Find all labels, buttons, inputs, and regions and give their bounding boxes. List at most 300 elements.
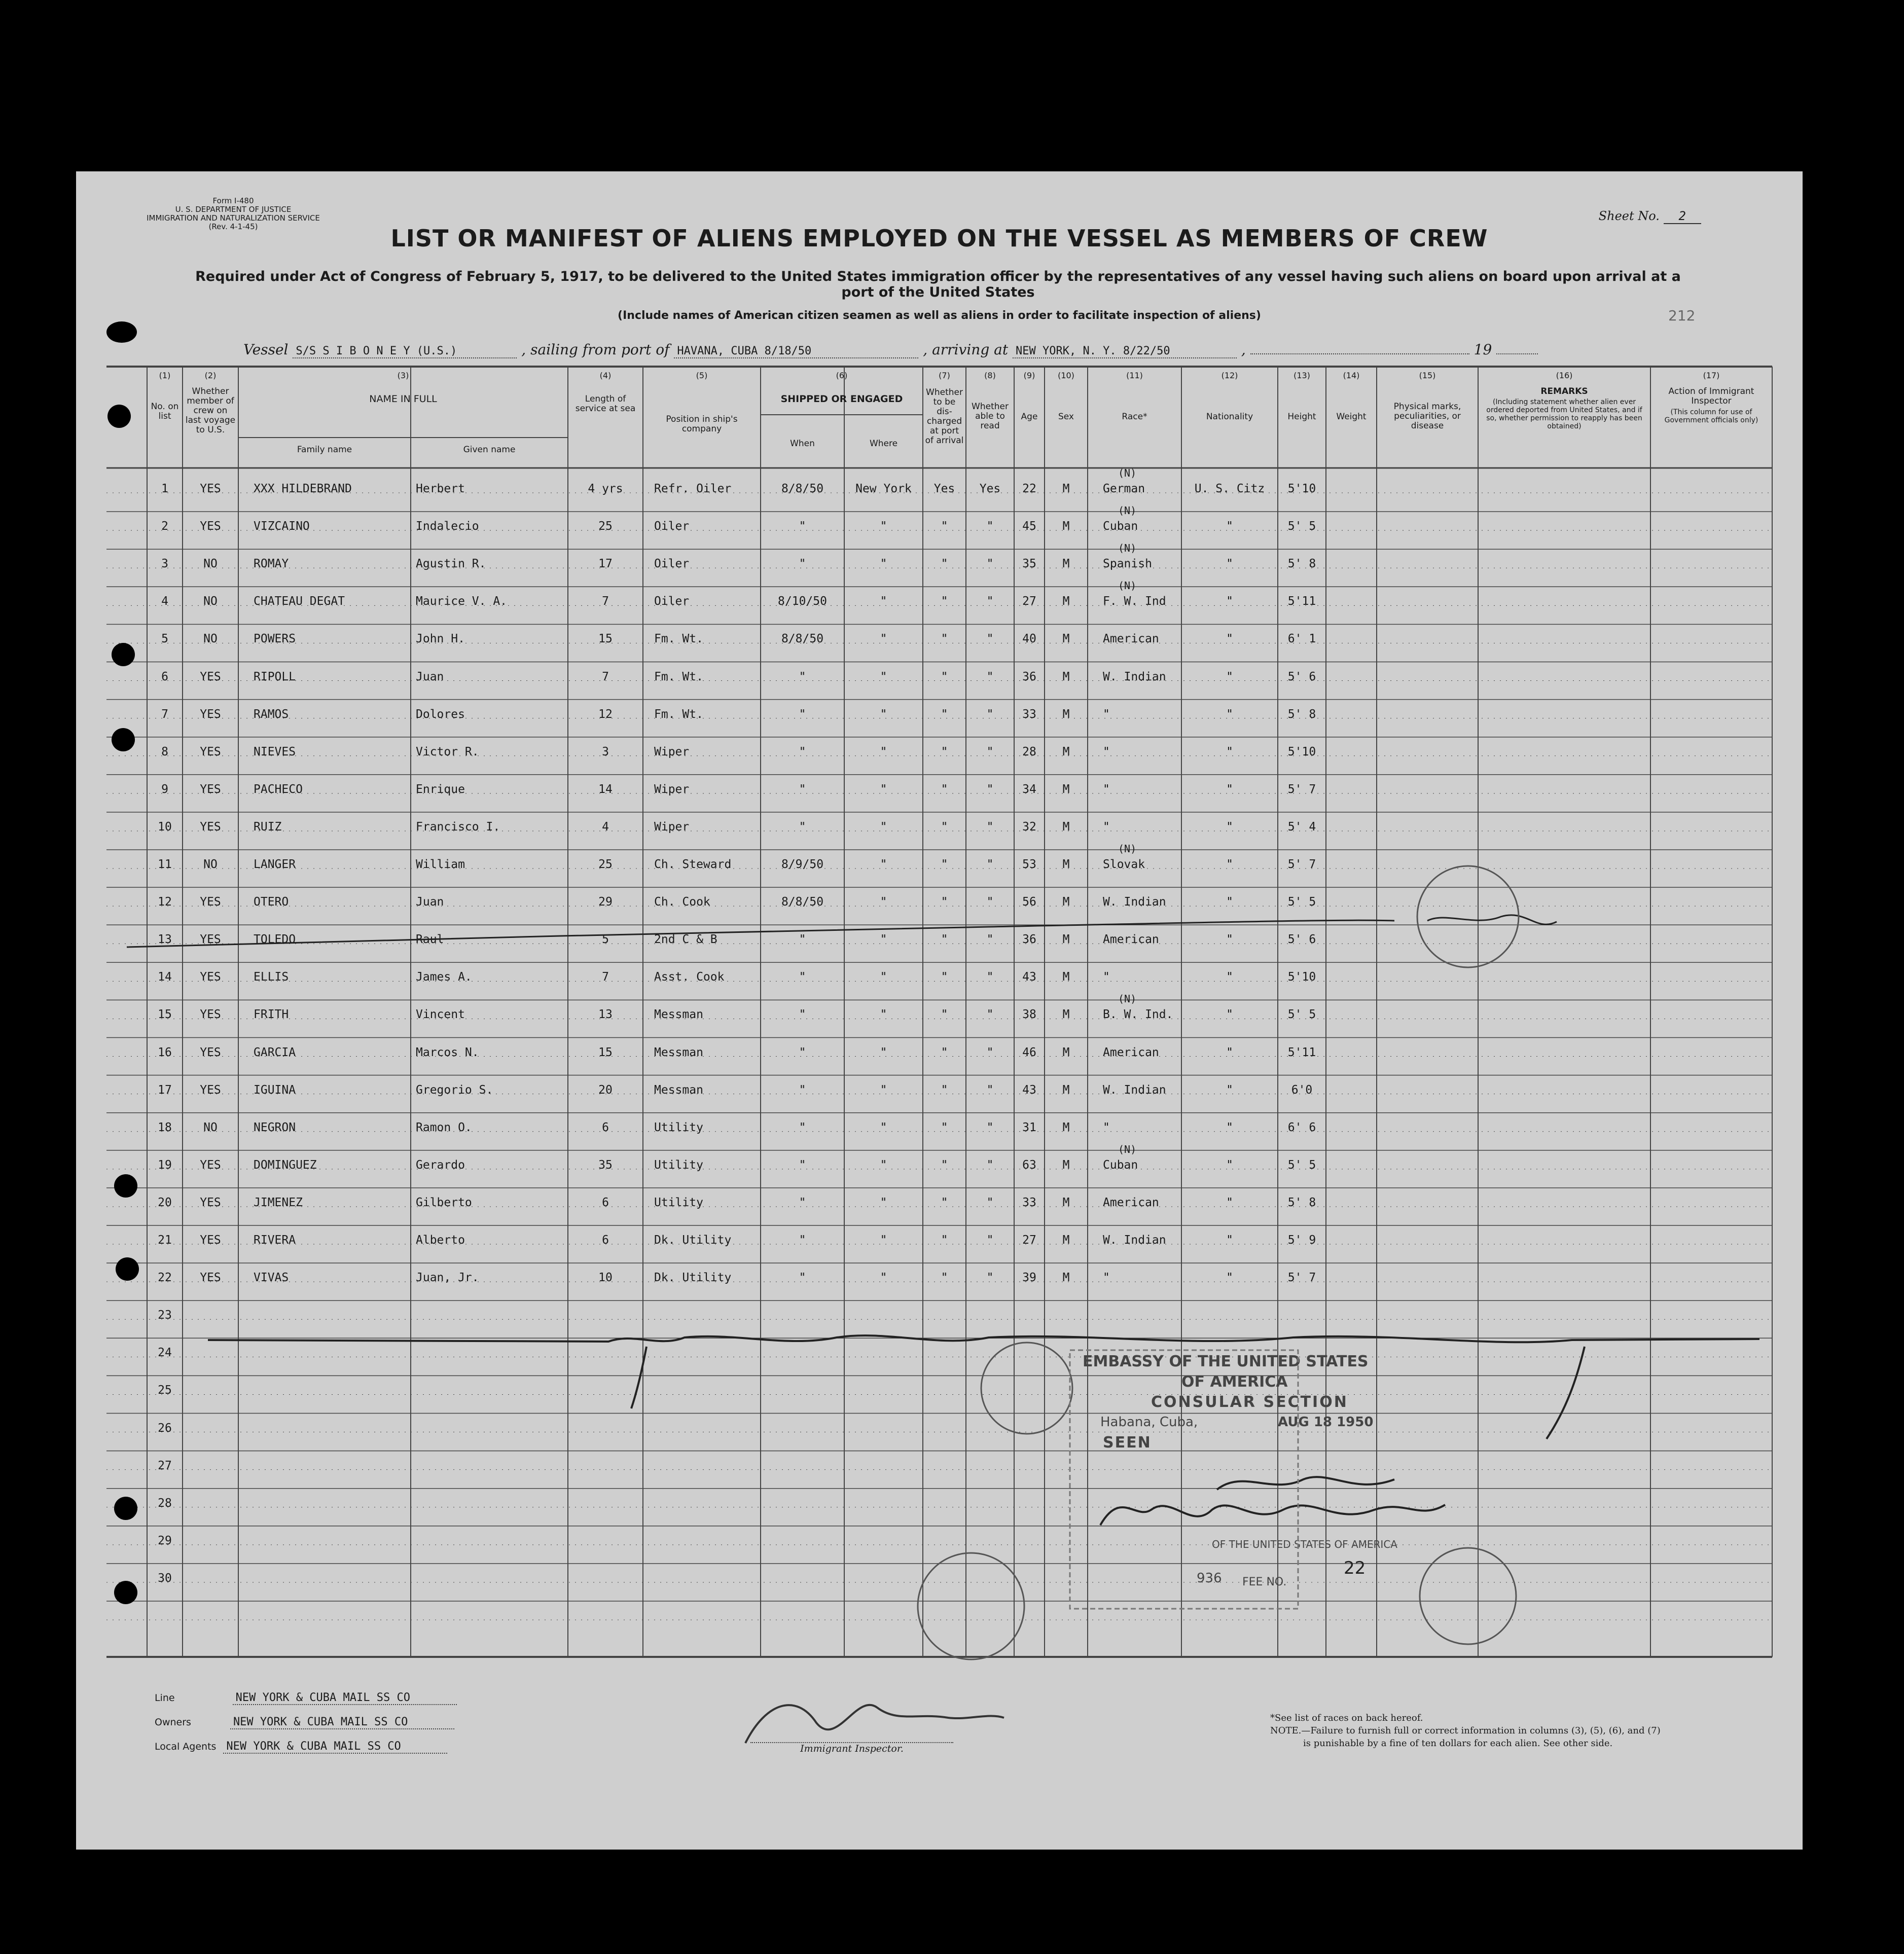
- cell-position: Messman: [654, 1083, 703, 1097]
- service-name: IMMIGRATION AND NATURALIZATION SERVICE: [147, 213, 320, 223]
- cell-where: ": [880, 520, 887, 533]
- cell-service: 10: [598, 1271, 613, 1285]
- cell-last: YES: [200, 707, 221, 721]
- cell-read: ": [986, 707, 994, 721]
- cell-given: Maurice V. A.: [416, 595, 508, 608]
- cell-race: B. W. Ind.: [1103, 1008, 1173, 1022]
- cell-height: 5' 5: [1287, 1158, 1316, 1172]
- cell-read: ": [986, 820, 994, 834]
- cell-where: ": [880, 1158, 887, 1172]
- cell-sex: M: [1062, 707, 1070, 721]
- cell-race: ": [1103, 1271, 1110, 1285]
- cell-disch: ": [941, 782, 948, 796]
- cell-given: Agustin R.: [416, 557, 486, 571]
- cell-where: ": [880, 1008, 887, 1022]
- cell-nat: ": [1226, 520, 1233, 533]
- line-value: NEW YORK & CUBA MAIL SS CO: [233, 1691, 457, 1705]
- cell-disch: ": [941, 1158, 948, 1172]
- cell-last: YES: [200, 1045, 221, 1059]
- cell-disch: Yes: [933, 482, 955, 495]
- cell-position: Utility: [654, 1196, 703, 1209]
- cell-height: 5' 8: [1287, 557, 1316, 571]
- header-remarks: REMARKS: [1540, 386, 1588, 396]
- cell-when: ": [799, 1158, 806, 1172]
- stamp-date: AUG 18 1950: [1278, 1415, 1374, 1430]
- punch-hole: [107, 405, 131, 428]
- race-n-mark: (N): [1118, 580, 1137, 592]
- cell-position: Wiper: [654, 782, 690, 796]
- cell-where: ": [880, 1045, 887, 1059]
- cell-disch: ": [941, 1120, 948, 1134]
- cell-family: NIEVES: [254, 745, 296, 758]
- cell-disch: ": [941, 1196, 948, 1209]
- cell-sex: M: [1062, 520, 1070, 533]
- stamp-line-4: Habana, Cuba,: [1100, 1415, 1198, 1430]
- column-header: Height: [1287, 412, 1316, 422]
- stamp-service-no: 936: [1197, 1571, 1222, 1586]
- cell-nat: ": [1226, 1158, 1233, 1172]
- cell-last: YES: [200, 1008, 221, 1022]
- cell-family: OTERO: [254, 895, 289, 909]
- cell-read: ": [986, 557, 994, 571]
- column-number: (4): [599, 371, 612, 380]
- arriving-label: , arriving at: [923, 341, 1009, 358]
- vessel-line: Vessel S/S S I B O N E Y (U.S.) , sailing from port of HAVANA, CUBA 8/18/50 , arriving at NEW YORK, N. Y. 8/22/50 , 19: [243, 341, 1538, 358]
- cell-race: Spanish: [1103, 557, 1152, 571]
- cell-position: Wiper: [654, 820, 690, 834]
- cell-race: ": [1103, 782, 1110, 796]
- cell-last: NO: [203, 557, 218, 571]
- cell-nat: ": [1226, 820, 1233, 834]
- cell-given: Gilberto: [416, 1196, 472, 1209]
- column-number: (11): [1126, 371, 1143, 380]
- cell-height: 6'0: [1291, 1083, 1313, 1097]
- cell-nat: ": [1226, 858, 1233, 871]
- cell-family: DOMINGUEZ: [254, 1158, 317, 1172]
- cell-service: 3: [602, 745, 609, 758]
- cell-age: 43: [1022, 970, 1036, 984]
- punch-hole: [106, 321, 137, 343]
- cell-sex: M: [1062, 670, 1070, 683]
- cell-nat: ": [1226, 1271, 1233, 1285]
- cell-read: ": [986, 1045, 994, 1059]
- column-number: (10): [1058, 371, 1074, 380]
- page-title: LIST OR MANIFEST OF ALIENS EMPLOYED ON THE VESSEL AS MEMBERS OF CREW: [390, 225, 1488, 252]
- cell-disch: ": [941, 520, 948, 533]
- cell-where: ": [880, 1120, 887, 1134]
- include-note: (Include names of American citizen seamen as well as aliens in order to facilitate inspection of aliens): [618, 309, 1261, 322]
- cell-read: ": [986, 1196, 994, 1209]
- column-header: Whether member of crew on last voyage to U.S.: [185, 386, 236, 435]
- cell-no: 28: [158, 1496, 172, 1510]
- cell-family: RIPOLL: [254, 670, 296, 683]
- cell-position: Utility: [654, 1120, 703, 1134]
- column-number: (9): [1023, 371, 1035, 380]
- cell-age: 46: [1022, 1045, 1036, 1059]
- requirement-text: Required under Act of Congress of February 5, 1917, to be delivered to the United States immigration officer by the representatives of any vessel having such aliens on board upon arrival at a port of the United States: [195, 269, 1681, 300]
- cell-given: Alberto: [416, 1234, 465, 1247]
- cell-family: PACHECO: [254, 782, 303, 796]
- cell-read: ": [986, 1158, 994, 1172]
- cell-where: ": [880, 782, 887, 796]
- cell-where: ": [880, 1083, 887, 1097]
- cell-read: ": [986, 1234, 994, 1247]
- cell-position: Wiper: [654, 745, 690, 758]
- vessel-label: Vessel: [243, 341, 289, 358]
- cell-family: CHATEAU DEGAT: [254, 595, 345, 608]
- cell-race: American: [1103, 933, 1159, 947]
- column-number: (1): [159, 371, 171, 380]
- header-name-in-full: NAME IN FULL: [369, 393, 437, 405]
- sequence-number: 212: [1668, 307, 1696, 324]
- cell-last: YES: [200, 820, 221, 834]
- cell-height: 5' 5: [1287, 520, 1316, 533]
- cell-last: NO: [203, 595, 218, 608]
- cell-sex: M: [1062, 1234, 1070, 1247]
- manifest-sheet: [76, 171, 1803, 1850]
- cell-where: ": [880, 895, 887, 909]
- race-n-mark: (N): [1118, 542, 1137, 555]
- cell-where: ": [880, 858, 887, 871]
- cell-sex: M: [1062, 595, 1070, 608]
- cell-nat: ": [1226, 1083, 1233, 1097]
- cell-no: 17: [158, 1083, 172, 1097]
- cell-last: YES: [200, 1158, 221, 1172]
- cell-where: ": [880, 595, 887, 608]
- consul-signature: [1100, 1505, 1445, 1525]
- cell-position: Refr. Oiler: [654, 482, 732, 495]
- cell-read: ": [986, 1008, 994, 1022]
- cell-where: ": [880, 745, 887, 758]
- cell-family: VIZCAINO: [254, 520, 310, 533]
- cell-given: Juan: [416, 670, 444, 683]
- stamp-seen: SEEN: [1103, 1434, 1152, 1452]
- cell-last: YES: [200, 782, 221, 796]
- cell-service: 15: [598, 632, 613, 646]
- cell-read: ": [986, 670, 994, 683]
- cell-last: YES: [200, 1083, 221, 1097]
- cell-given: Enrique: [416, 782, 465, 796]
- cell-position: Ch. Cook: [654, 895, 710, 909]
- cell-service: 4: [602, 820, 609, 834]
- cell-race: American: [1103, 1045, 1159, 1059]
- cell-family: FRITH: [254, 1008, 289, 1022]
- cell-no: 14: [158, 970, 172, 984]
- cell-no: 13: [158, 933, 172, 947]
- header-where: Where: [869, 439, 898, 449]
- cell-age: 53: [1022, 858, 1036, 871]
- cell-no: 15: [158, 1008, 172, 1022]
- cell-no: 3: [161, 557, 168, 571]
- cell-no: 23: [158, 1309, 172, 1322]
- header-given-name: Given name: [463, 445, 516, 455]
- cell-when: ": [799, 745, 806, 758]
- cell-position: Asst. Cook: [654, 970, 725, 984]
- cell-height: 5'11: [1287, 1045, 1316, 1059]
- column-number: (2): [204, 371, 217, 380]
- cell-family: RUIZ: [254, 820, 282, 834]
- cell-race: W. Indian: [1103, 1083, 1166, 1097]
- consul-signature-2: [1217, 1477, 1394, 1490]
- cell-no: 2: [161, 520, 168, 533]
- cell-when: ": [799, 1045, 806, 1059]
- cell-nat: U. S. Citz: [1194, 482, 1265, 495]
- owners-label: Owners: [155, 1717, 191, 1728]
- cell-no: 19: [158, 1158, 172, 1172]
- cell-when: ": [799, 557, 806, 571]
- cell-no: 1: [161, 482, 168, 495]
- cell-no: 16: [158, 1045, 172, 1059]
- cell-sex: M: [1062, 1196, 1070, 1209]
- column-header: Sex: [1058, 412, 1074, 422]
- cell-race: ": [1103, 745, 1110, 758]
- cell-race: W. Indian: [1103, 670, 1166, 683]
- cell-height: 5'10: [1287, 745, 1316, 758]
- cell-age: 39: [1022, 1271, 1036, 1285]
- stamp-fee-no: 22: [1344, 1558, 1366, 1578]
- cell-disch: ": [941, 1083, 948, 1097]
- cell-nat: ": [1226, 782, 1233, 796]
- cell-disch: ": [941, 1008, 948, 1022]
- cell-age: 56: [1022, 895, 1036, 909]
- cell-race: American: [1103, 1196, 1159, 1209]
- cell-race: W. Indian: [1103, 1234, 1166, 1247]
- cell-height: 6' 1: [1287, 632, 1316, 646]
- cell-service: 4 yrs: [588, 482, 623, 495]
- cell-when: ": [799, 1234, 806, 1247]
- cell-position: Oiler: [654, 557, 690, 571]
- cell-age: 22: [1022, 482, 1036, 495]
- cell-last: YES: [200, 970, 221, 984]
- year-label: 19: [1474, 341, 1492, 358]
- cell-sex: M: [1062, 1008, 1070, 1022]
- cell-position: 2nd C & B: [654, 933, 717, 947]
- cell-family: RAMOS: [254, 707, 289, 721]
- cell-race: ": [1103, 1120, 1110, 1134]
- cell-position: Dk. Utility: [654, 1271, 732, 1285]
- cell-race: Cuban: [1103, 1158, 1138, 1172]
- cell-disch: ": [941, 595, 948, 608]
- cell-no: 25: [158, 1384, 172, 1397]
- cell-family: GARCIA: [254, 1045, 296, 1059]
- cell-read: Yes: [979, 482, 1001, 495]
- cell-race: F. W. Ind: [1103, 595, 1166, 608]
- cell-read: ": [986, 970, 994, 984]
- cell-given: Francisco I.: [416, 820, 500, 834]
- cell-no: 5: [161, 632, 168, 646]
- column-number: (7): [939, 371, 950, 380]
- cell-given: Raul: [416, 933, 444, 947]
- cell-given: Herbert: [416, 482, 465, 495]
- cell-service: 7: [602, 670, 609, 683]
- cell-where: ": [880, 1234, 887, 1247]
- cell-service: 17: [598, 557, 613, 571]
- column-number: (6): [836, 371, 848, 380]
- sailing-label: , sailing from port of: [521, 341, 670, 358]
- column-number: (14): [1343, 371, 1360, 380]
- cell-last: YES: [200, 482, 221, 495]
- cell-disch: ": [941, 933, 948, 947]
- penalty-note: NOTE.—Failure to furnish full or correct information in columns (3), (5), (6), and (7): [1270, 1725, 1661, 1736]
- punch-hole: [114, 1497, 137, 1520]
- cell-given: Vincent: [416, 1008, 465, 1022]
- cell-no: 9: [161, 782, 168, 796]
- header-action-sub: (This column for use of Government officials only): [1664, 408, 1758, 424]
- cell-age: 36: [1022, 670, 1036, 683]
- cell-read: ": [986, 1083, 994, 1097]
- cell-race: Cuban: [1103, 520, 1138, 533]
- form-number: Form I-480: [212, 196, 254, 205]
- cell-where: ": [880, 1271, 887, 1285]
- header-shipped: SHIPPED OR ENGAGED: [780, 393, 903, 405]
- closing-scrawl: [208, 1335, 1759, 1342]
- side-annotation: [1427, 915, 1557, 924]
- cell-service: 12: [598, 707, 613, 721]
- cell-position: Messman: [654, 1045, 703, 1059]
- cell-position: Fm. Wt.: [654, 707, 703, 721]
- cell-no: 11: [158, 858, 172, 871]
- round-seal-2: [981, 1343, 1072, 1434]
- cell-last: YES: [200, 520, 221, 533]
- column-header: Position in ship's company: [666, 414, 738, 434]
- cell-position: Messman: [654, 1008, 703, 1022]
- cell-height: 5' 4: [1287, 820, 1316, 834]
- cell-family: JIMENEZ: [254, 1196, 303, 1209]
- owners-value: NEW YORK & CUBA MAIL SS CO: [230, 1716, 454, 1729]
- cell-where: ": [880, 1196, 887, 1209]
- cell-age: 35: [1022, 557, 1036, 571]
- cell-where: ": [880, 670, 887, 683]
- cell-service: 14: [598, 782, 613, 796]
- cell-when: 8/9/50: [781, 858, 824, 871]
- cell-last: NO: [203, 858, 218, 871]
- cell-nat: ": [1226, 670, 1233, 683]
- stamp-line-3: CONSULAR SECTION: [1151, 1393, 1348, 1411]
- cell-when: 8/10/50: [778, 595, 827, 608]
- cell-nat: ": [1226, 1045, 1233, 1059]
- column-number: (13): [1294, 371, 1310, 380]
- race-n-mark: (N): [1118, 1143, 1137, 1155]
- cell-read: ": [986, 858, 994, 871]
- stamp-lower-1: OF THE UNITED STATES OF AMERICA: [1212, 1538, 1397, 1550]
- cell-when: ": [799, 670, 806, 683]
- column-header: Whether to be dis-charged at port of arrival: [925, 387, 964, 446]
- cell-race: ": [1103, 820, 1110, 834]
- cell-race: German: [1103, 482, 1145, 495]
- cell-height: 5' 7: [1287, 1271, 1316, 1285]
- cell-age: 43: [1022, 1083, 1036, 1097]
- cell-height: 5'10: [1287, 970, 1316, 984]
- cell-race: American: [1103, 632, 1159, 646]
- cell-when: ": [799, 820, 806, 834]
- cell-service: 25: [598, 520, 613, 533]
- header-when: When: [790, 439, 815, 449]
- cell-read: ": [986, 520, 994, 533]
- cell-no: 26: [158, 1421, 172, 1435]
- cell-family: NEGRON: [254, 1120, 296, 1134]
- cell-family: VIVAS: [254, 1271, 289, 1285]
- cell-last: NO: [203, 1120, 218, 1134]
- cell-age: 40: [1022, 632, 1036, 646]
- header-remarks-sub: (Including statement whether alien ever ordered deported from United States, and if so, whether permission to reapply has been obtained): [1486, 398, 1642, 430]
- cell-when: ": [799, 1083, 806, 1097]
- cell-service: 5: [602, 933, 609, 947]
- cell-where: ": [880, 820, 887, 834]
- cell-when: ": [799, 782, 806, 796]
- column-header: Age: [1021, 412, 1038, 422]
- strike-line-row-12: [127, 920, 1394, 947]
- cell-when: ": [799, 970, 806, 984]
- punch-hole: [112, 728, 135, 751]
- cell-race: W. Indian: [1103, 895, 1166, 909]
- cell-last: YES: [200, 670, 221, 683]
- cell-last: YES: [200, 933, 221, 947]
- cell-disch: ": [941, 745, 948, 758]
- race-n-mark: (N): [1118, 467, 1137, 479]
- cell-sex: M: [1062, 1045, 1070, 1059]
- cell-given: Indalecio: [416, 520, 479, 533]
- cell-position: Ch. Steward: [654, 858, 732, 871]
- cell-disch: ": [941, 1045, 948, 1059]
- cell-where: ": [880, 933, 887, 947]
- column-header: Length of service at sea: [575, 394, 636, 414]
- cell-disch: ": [941, 820, 948, 834]
- cell-last: YES: [200, 1196, 221, 1209]
- cell-nat: ": [1226, 632, 1233, 646]
- cell-family: ELLIS: [254, 970, 289, 984]
- cell-no: 7: [161, 707, 168, 721]
- punch-hole: [116, 1257, 139, 1281]
- cell-position: Oiler: [654, 520, 690, 533]
- cell-last: YES: [200, 895, 221, 909]
- cell-when: ": [799, 1008, 806, 1022]
- cell-age: 36: [1022, 933, 1036, 947]
- cell-given: Juan, Jr.: [416, 1271, 479, 1285]
- cell-height: 5'10: [1287, 482, 1316, 495]
- cell-age: 45: [1022, 520, 1036, 533]
- revision: (Rev. 4-1-45): [208, 222, 258, 231]
- race-n-mark: (N): [1118, 504, 1137, 517]
- cell-height: 5' 8: [1287, 1196, 1316, 1209]
- cell-read: ": [986, 632, 994, 646]
- column-number: (15): [1419, 371, 1436, 380]
- cell-given: Juan: [416, 895, 444, 909]
- cell-position: Fm. Wt.: [654, 670, 703, 683]
- cell-service: 29: [598, 895, 613, 909]
- arriving-port: NEW YORK, N. Y. 8/22/50: [1013, 345, 1237, 358]
- cell-position: Dk. Utility: [654, 1234, 732, 1247]
- cell-disch: ": [941, 707, 948, 721]
- column-number: (17): [1703, 371, 1720, 380]
- cell-last: NO: [203, 632, 218, 646]
- cell-read: ": [986, 782, 994, 796]
- cell-nat: ": [1226, 1234, 1233, 1247]
- cell-where: ": [880, 707, 887, 721]
- cell-sex: M: [1062, 858, 1070, 871]
- cell-nat: ": [1226, 1120, 1233, 1134]
- cell-position: Utility: [654, 1158, 703, 1172]
- cell-nat: ": [1226, 595, 1233, 608]
- cell-family: XXX HILDEBRAND: [254, 482, 352, 495]
- cell-service: 7: [602, 595, 609, 608]
- cell-no: 6: [161, 670, 168, 683]
- cell-given: Ramon O.: [416, 1120, 472, 1134]
- cell-nat: ": [1226, 557, 1233, 571]
- cell-given: Gregorio S.: [416, 1083, 493, 1097]
- column-number: (8): [984, 371, 996, 380]
- cell-family: ROMAY: [254, 557, 289, 571]
- cell-nat: ": [1226, 1008, 1233, 1022]
